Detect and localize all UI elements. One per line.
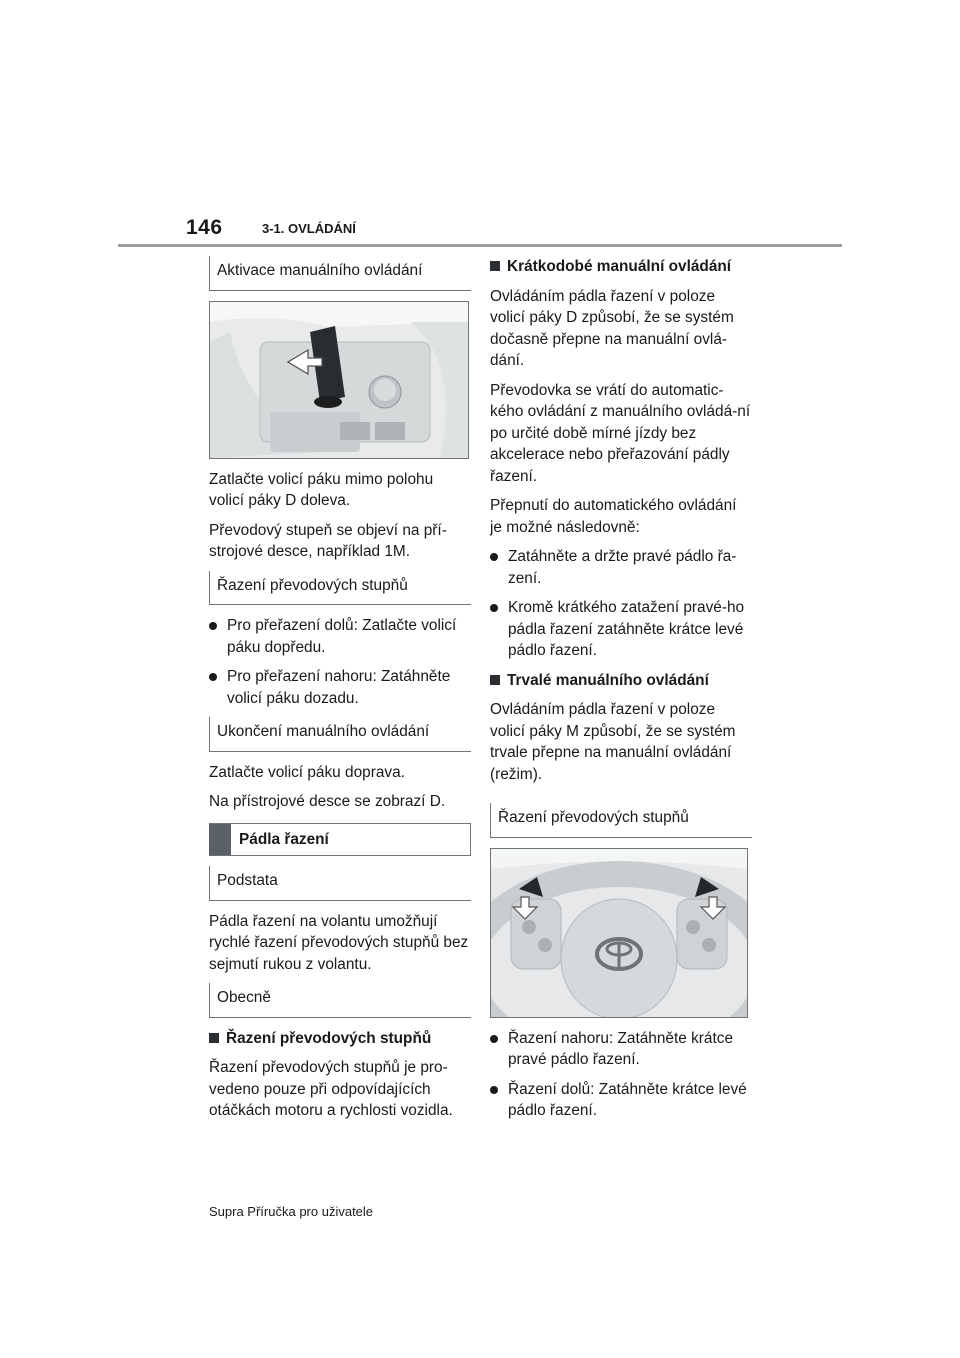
- caption-principle: Podstata: [209, 866, 471, 901]
- bullet-hold-paddle: Zatáhněte a držte pravé pádlo řa-zení.: [490, 546, 752, 589]
- caption-activation: Aktivace manuálního ovládání: [209, 256, 471, 291]
- steering-wheel-image: [491, 849, 747, 1017]
- header-rule: [118, 244, 842, 247]
- footer-text: Supra Příručka pro uživatele: [209, 1204, 374, 1219]
- principle-text: Pádla řazení na volantu umožňují rychlé řazení převodových stupňů bez sejmutí rukou z volantu.: [209, 912, 469, 973]
- bullet-shift-up: Pro přeřazení nahoru: Zatáhněte volicí páku dozadu.: [209, 666, 471, 709]
- caption-general: Obecně: [209, 983, 471, 1018]
- short-text-3: Přepnutí do automatického ovládání je možné následovně:: [490, 497, 737, 536]
- heading-bar: [209, 824, 231, 856]
- left-column: [209, 256, 471, 1130]
- steering-wheel-illustration: [490, 848, 748, 1018]
- gear-lever-illustration: [209, 301, 469, 459]
- end-text-2: Na přístrojové desce se zobrazí D.: [209, 793, 446, 810]
- caption-end-manual: Ukončení manuálního ovládání: [209, 717, 471, 752]
- short-text-2: Převodovka se vrátí do automatic-kého ovládání z manuálního ovládá-ní po určité době mírné jízdy bez akcelerace nebo přeřazování pádly řazení.: [490, 381, 751, 485]
- subhead-shifting: Řazení převodových stupňů: [209, 1028, 471, 1050]
- short-text-1: Ovládáním pádla řazení v poloze volicí páky D způsobí, že se systém dočasně přepne na manuální ovlá-dání.: [490, 287, 734, 369]
- caption-shifting-right: Řazení převodových stupňů: [490, 803, 752, 838]
- activation-text-2: Převodový stupeň se objeví na pří-strojové desce, například 1M.: [209, 521, 447, 560]
- bullet-paddle-down: Řazení dolů: Zatáhněte krátce levé pádlo řazení.: [490, 1079, 752, 1122]
- bullet-short-pull: Kromě krátkého zatažení pravé-ho pádla řazení zatáhněte krátce levé pádlo řazení.: [490, 597, 752, 662]
- caption-shifting-left: Řazení převodových stupňů: [209, 571, 471, 606]
- subhead-short-term: Krátkodobé manuální ovládání: [490, 256, 752, 278]
- right-column: [490, 256, 752, 1130]
- shifting-text: Řazení převodových stupňů je pro-vedeno pouze při odpovídajících otáčkách motoru a rychlosti vozidla.: [209, 1059, 453, 1119]
- activation-text-1: Zatlačte volicí páku mimo polohu volicí páky D doleva.: [209, 470, 434, 509]
- end-text-1: Zatlačte volicí páku doprava.: [209, 763, 405, 781]
- page-number: 146: [186, 216, 223, 239]
- heading-paddles: [209, 823, 471, 857]
- bullet-paddle-up: Řazení nahoru: Zatáhněte krátce pravé pádlo řazení.: [490, 1028, 752, 1071]
- gear-lever-image: [210, 302, 468, 458]
- section-title: 3-1. OVLÁDÁNÍ: [262, 221, 356, 236]
- bullet-shift-down: Pro přeřazení dolů: Zatlačte volicí páku dopředu.: [209, 615, 471, 658]
- permanent-text: Ovládáním pádla řazení v poloze volicí páky M způsobí, že se systém trvale přepne na manuální ovládání (režim).: [490, 701, 736, 783]
- subhead-permanent: Trvalé manuálního ovládání: [490, 670, 752, 692]
- heading-paddles-text: Pádla řazení: [239, 830, 329, 848]
